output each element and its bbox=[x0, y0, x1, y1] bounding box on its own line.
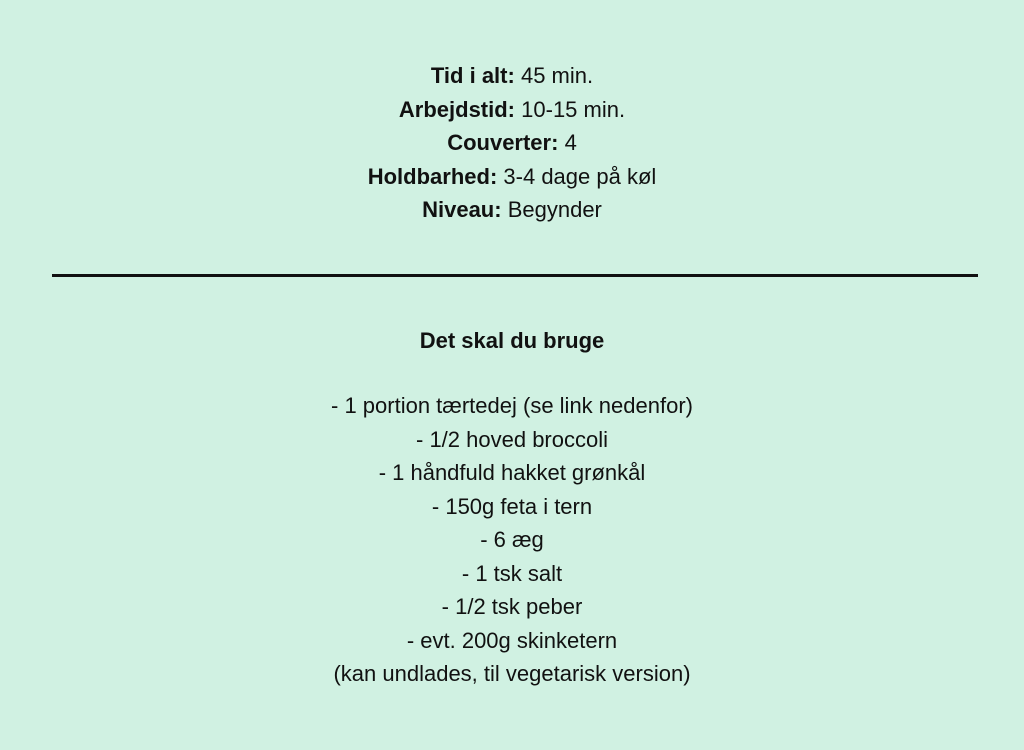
list-item-note: (kan undlades, til vegetarisk version) bbox=[333, 661, 691, 686]
info-total-time: Tid i alt: 45 min. bbox=[430, 63, 594, 88]
list-item: - 1/2 hoved broccoli bbox=[416, 426, 608, 452]
info-servings: Couverter: 4 bbox=[447, 130, 577, 155]
list-item: - 150g feta i tern bbox=[431, 493, 593, 519]
list-item: - 6 æg bbox=[480, 527, 544, 552]
divider bbox=[52, 274, 978, 277]
list-item: - 1 tsk salt bbox=[461, 560, 563, 586]
list-item: - evt. 200g skinketern bbox=[406, 627, 618, 653]
ingredients-heading: Det skal du bruge bbox=[419, 328, 605, 353]
info-work-time: Arbejdstid: 10-15 min. bbox=[398, 96, 626, 122]
list-item: - 1/2 tsk peber bbox=[441, 594, 583, 619]
list-item: - 1 håndfuld hakket grønkål bbox=[378, 460, 646, 485]
info-shelf-life: Holdbarhed: 3-4 dage på køl bbox=[367, 163, 657, 189]
list-item: - 1 portion tærtedej (se link nedenfor) bbox=[331, 393, 693, 418]
recipe-info bbox=[0, 59, 1024, 227]
ingredients-list bbox=[0, 389, 1024, 691]
info-level: Niveau: Begynder bbox=[422, 197, 602, 222]
